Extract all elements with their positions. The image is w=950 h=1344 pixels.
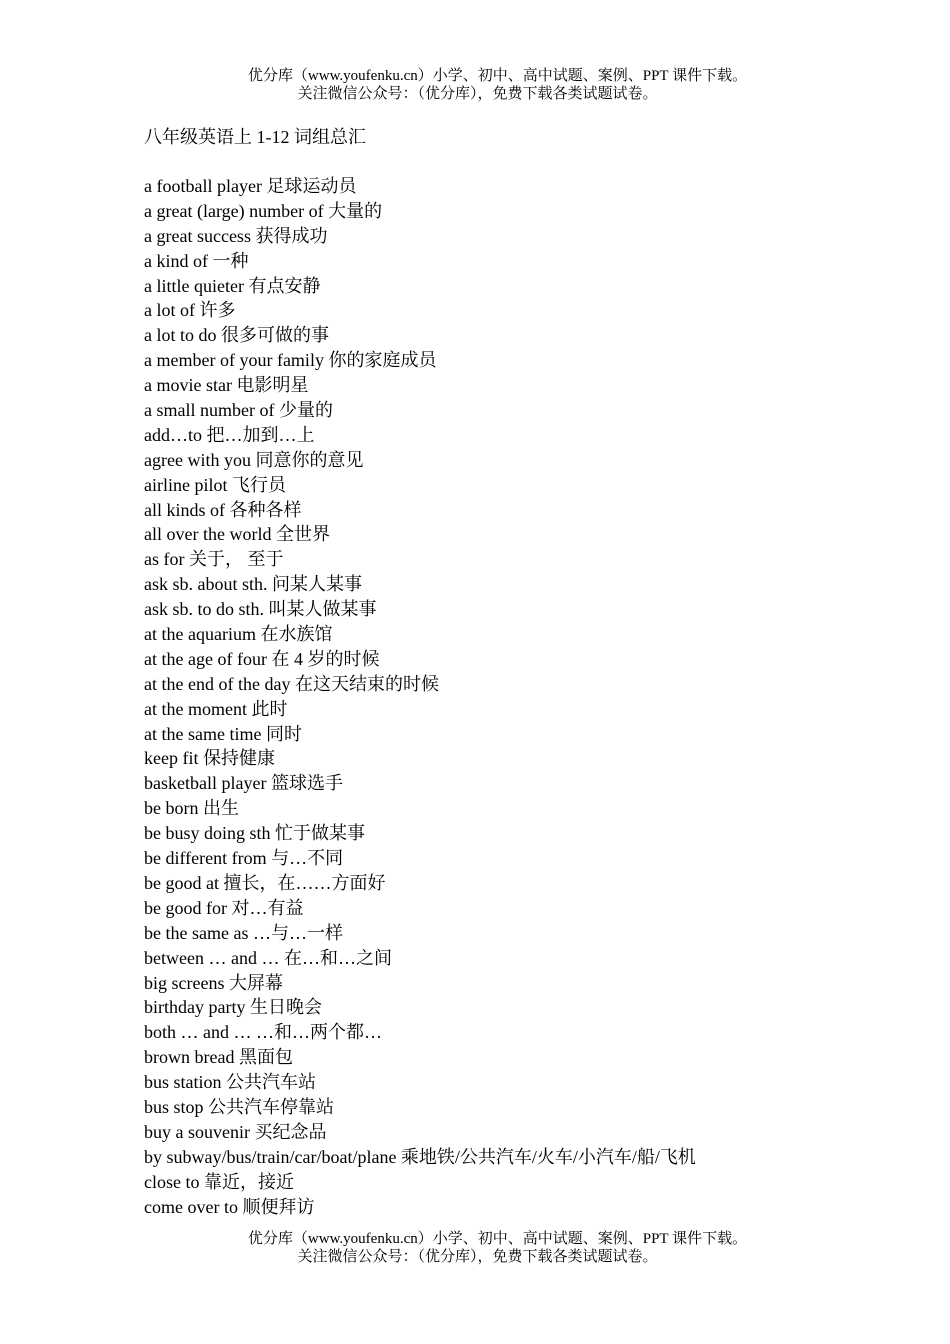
- document-title: 八年级英语上 1-12 词组总汇: [144, 127, 366, 147]
- footer-line-1: 优分库（www.youfenku.cn）小学、初中、高中试题、案例、PPT 课件下载。: [247, 1231, 748, 1247]
- page-footer: [0, 1230, 950, 1266]
- phrase-item: be busy doing sth 忙于做某事: [144, 823, 366, 844]
- phrase-item: close to 靠近，接近: [144, 1171, 294, 1192]
- phrase-item: airline pilot 飞行员: [144, 474, 286, 495]
- phrase-item: add…to 把…加到…上: [144, 424, 315, 445]
- phrase-item: keep fit 保持健康: [144, 748, 275, 769]
- phrase-item: a football player 足球运动员: [144, 176, 357, 196]
- phrase-item: a member of your family 你的家庭成员: [144, 350, 437, 371]
- phrase-item: at the age of four 在 4 岁的时候: [144, 648, 380, 669]
- phrase-item: a lot of 许多: [144, 300, 236, 321]
- page-header: [0, 67, 950, 103]
- phrase-item: at the aquarium 在水族馆: [144, 624, 333, 645]
- phrase-item: both … and … …和…两个都…: [144, 1022, 382, 1043]
- phrase-item: ask sb. to do sth. 叫某人做某事: [144, 599, 377, 620]
- phrase-item: bus station 公共汽车站: [144, 1072, 317, 1093]
- phrase-item: agree with you 同意你的意见: [144, 449, 364, 470]
- phrase-item: be the same as …与…一样: [144, 922, 343, 943]
- footer-line-2: 关注微信公众号：（优分库），免费下载各类试题试卷。: [297, 1249, 658, 1265]
- phrase-item: a great success 获得成功: [144, 225, 328, 246]
- phrase-item: by subway/bus/train/car/boat/plane 乘地铁/公共汽车/火车/小汽车/船/飞机: [144, 1146, 696, 1167]
- phrase-item: ask sb. about sth. 问某人某事: [144, 574, 362, 595]
- phrase-item: at the end of the day 在这天结束的时候: [144, 673, 439, 694]
- phrase-item: buy a souvenir 买纪念品: [144, 1121, 327, 1142]
- phrase-item: basketball player 篮球选手: [144, 773, 343, 794]
- phrase-item: big screens 大屏幕: [144, 972, 283, 993]
- phrase-item: a small number of 少量的: [144, 400, 333, 421]
- phrase-item: be good at 擅长，在……方面好: [144, 872, 386, 893]
- phrase-item: brown bread 黑面包: [144, 1047, 293, 1068]
- phrase-item: all over the world 全世界: [144, 524, 330, 545]
- header-line-2: 关注微信公众号：（优分库），免费下载各类试题试卷。: [297, 86, 658, 102]
- phrase-item: be different from 与…不同: [144, 848, 344, 869]
- phrase-item: between … and … 在…和…之间: [144, 947, 392, 968]
- phrase-item: come over to 顺便拜访: [144, 1196, 315, 1217]
- phrase-item: birthday party 生日晚会: [144, 997, 322, 1018]
- header-line-1: 优分库（www.youfenku.cn）小学、初中、高中试题、案例、PPT 课件下载。: [247, 68, 748, 84]
- phrase-item: at the moment 此时: [144, 698, 288, 719]
- phrase-item: a movie star 电影明星: [144, 375, 309, 396]
- phrase-item: a kind of 一种: [144, 250, 249, 271]
- phrase-item: as for 关于， 至于: [144, 549, 284, 570]
- phrase-item: bus stop 公共汽车停靠站: [144, 1096, 335, 1117]
- phrase-item: at the same time 同时: [144, 723, 302, 744]
- phrase-item: all kinds of 各种各样: [144, 499, 302, 520]
- phrase-item: be good for 对…有益: [144, 897, 304, 918]
- phrase-item: be born 出生: [144, 798, 239, 819]
- phrase-list: [144, 174, 696, 1219]
- phrase-item: a little quieter 有点安静: [144, 275, 321, 296]
- phrase-item: a lot to do 很多可做的事: [144, 325, 329, 346]
- phrase-item: a great (large) number of 大量的: [144, 200, 383, 221]
